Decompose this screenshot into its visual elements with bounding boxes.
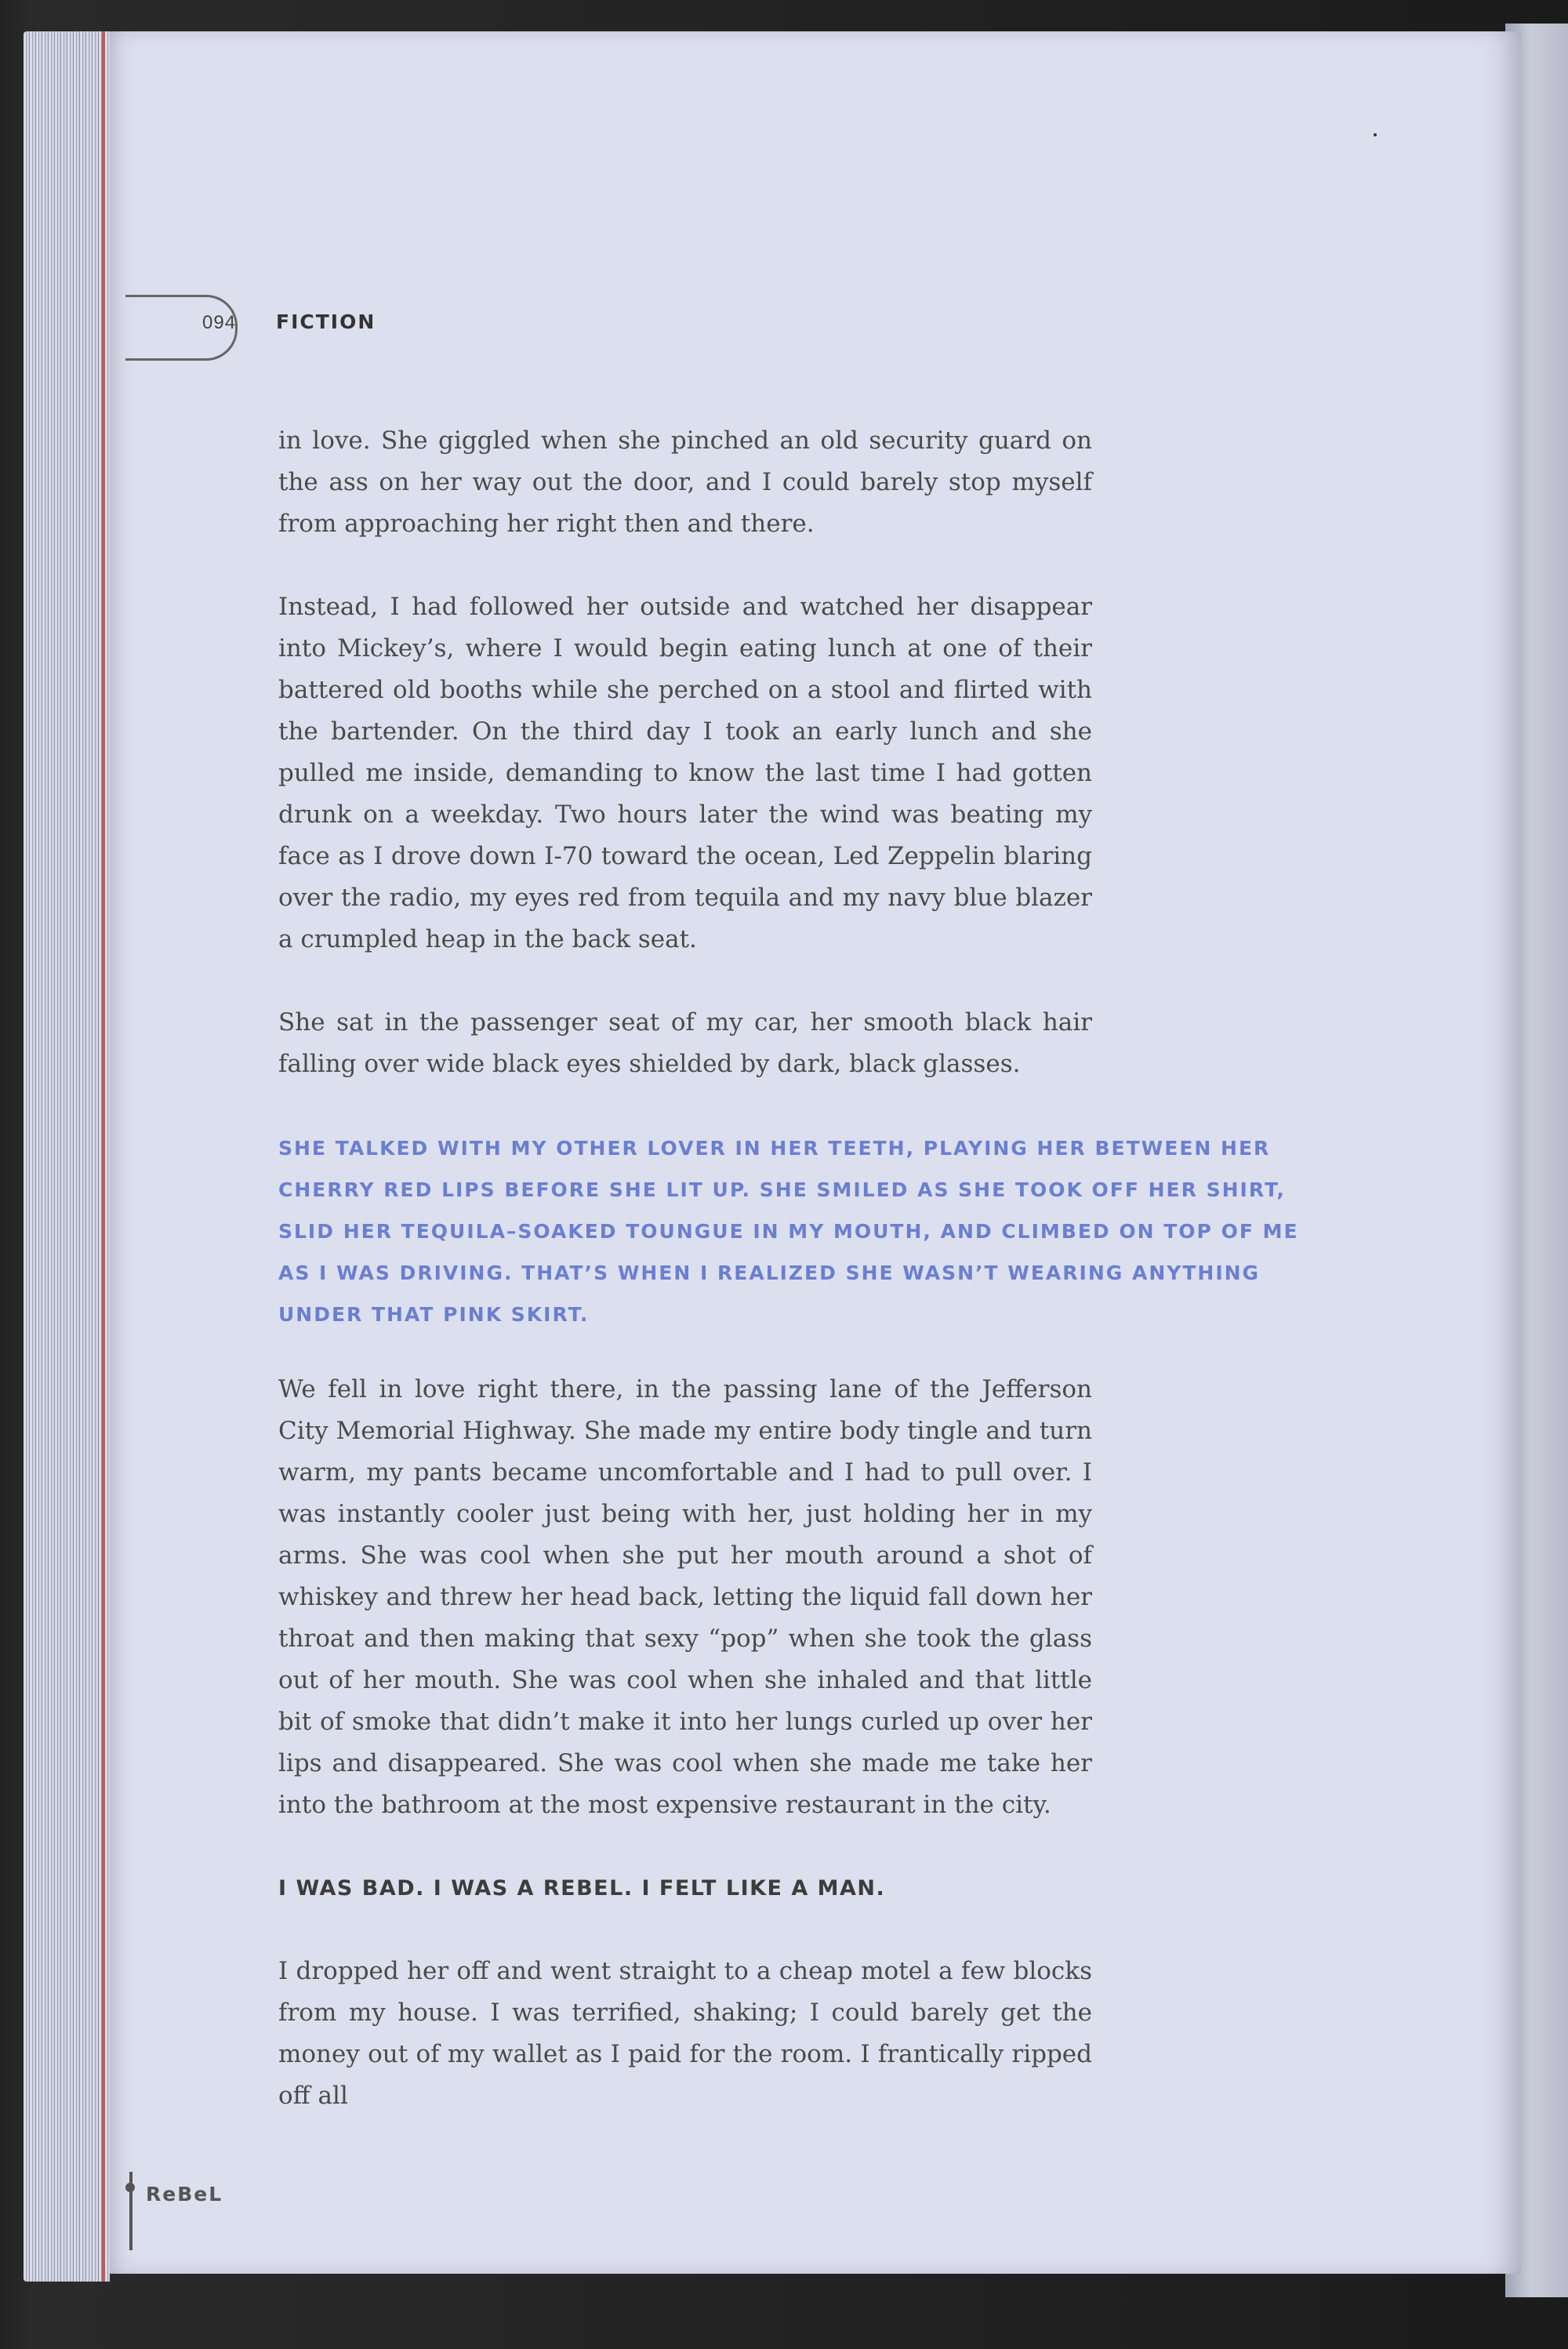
footer-dot <box>125 2183 135 2192</box>
paragraph: Instead, I had followed her outside and watched her disappear into Mickey’s, where I would begin eating lunch at one of their battered old booths while she perched on a stool and flirted with the bartender. On the third day I took an early lunch and she pulled me inside, demanding to know the last time I had gotten drunk on a weekday. Two hours later the wind was beating my face as I drove down I-70 toward the ocean, Led Zeppelin blaring over the radio, my eyes red from tequila and my navy blue blazer a crumpled heap in the back seat. <box>278 593 1092 953</box>
paragraph: in love. She giggled when she pinched an old security guard on the ass on her way out the door, and I could barely stop myself from approaching her right then and there. <box>278 427 1092 538</box>
page-stack-edges <box>24 31 110 2282</box>
dust-speck <box>1374 133 1377 136</box>
emphasis-line: I WAS BAD. I WAS A REBEL. I FELT LIKE A MAN. <box>278 1876 886 1901</box>
text-column-bottom <box>278 1369 1092 2158</box>
page-edge-accent <box>102 31 105 2282</box>
page-header <box>125 295 376 358</box>
text-column-top <box>278 420 1092 1127</box>
page-number: 094 <box>202 312 237 333</box>
section-title: FICTION <box>276 310 376 333</box>
paragraph: I dropped her off and went straight to a cheap motel a few blocks from my house. I was terrified, shaking; I could barely get the money out of my wallet as I paid for the room. I frantically ripped off all <box>278 1957 1092 2110</box>
footer-label: ReBeL <box>146 2183 223 2206</box>
paragraph: We fell in love right there, in the passing lane of the Jefferson City Memorial Highway. She made my entire body tingle and turn warm, my pants became uncomfortable and I had to pull over. I was instantly cooler just being with her, just holding her in my arms. She was cool when she put her mouth around a shot of whiskey and threw her head back, letting the liquid fall down her throat and then making that sexy “pop” when she took the glass out of her mouth. She was cool when she inhaled and that little bit of smoke that didn’t make it into her lungs curled up over her lips and disappeared. She was cool when she made me take her into the bathroom at the most expensive restaurant in the city. <box>278 1375 1092 1819</box>
pull-quote: SHE TALKED WITH MY OTHER LOVER IN HER TEETH, PLAYING HER BETWEEN HER CHERRY RED LIPS BEFORE SHE LIT UP. SHE SMILED AS SHE TOOK OFF HER SHIRT, SLID HER TEQUILA–SOAKED TOUNGUE IN MY MOUTH, AND CLIMBED ON TOP OF ME AS I WAS DRIVING. THAT’S WHEN I REALIZED SHE WASN’T WEARING ANYTHING UNDER THAT PINK SKIRT. <box>278 1137 1299 1326</box>
paragraph: She sat in the passenger seat of my car, her smooth black hair falling over wide black eyes shielded by dark, black glasses. <box>278 1008 1092 1078</box>
